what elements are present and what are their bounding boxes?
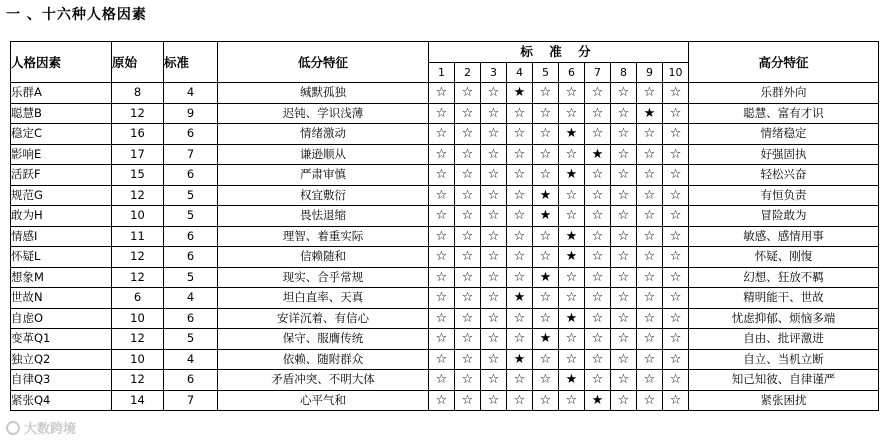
- empty-star-icon: ☆: [637, 349, 663, 370]
- empty-star-icon: ☆: [455, 185, 481, 206]
- scale-number: 8: [611, 62, 637, 83]
- empty-star-icon: ☆: [481, 144, 507, 165]
- low-trait-cell: 矛盾冲突、不明大体: [218, 370, 429, 391]
- empty-star-icon: ☆: [533, 370, 559, 391]
- low-trait-cell: 依赖、随附群众: [218, 349, 429, 370]
- empty-star-icon: ☆: [663, 165, 689, 186]
- factor-cell: 自虑O: [11, 308, 112, 329]
- standard-score-cell: 6: [164, 226, 218, 247]
- empty-star-icon: ☆: [585, 288, 611, 309]
- low-trait-cell: 严肃审慎: [218, 165, 429, 186]
- empty-star-icon: ☆: [585, 247, 611, 268]
- empty-star-icon: ☆: [637, 370, 663, 391]
- factor-cell: 自律Q3: [11, 370, 112, 391]
- empty-star-icon: ☆: [559, 288, 585, 309]
- high-trait-cell: 情绪稳定: [689, 124, 879, 145]
- empty-star-icon: ☆: [507, 124, 533, 145]
- empty-star-icon: ☆: [429, 206, 455, 227]
- empty-star-icon: ☆: [429, 308, 455, 329]
- high-trait-cell: 冒险敢为: [689, 206, 879, 227]
- low-trait-cell: 现实、合乎常规: [218, 267, 429, 288]
- watermark-logo-icon: [6, 421, 20, 435]
- table-row: [11, 124, 879, 145]
- empty-star-icon: ☆: [611, 185, 637, 206]
- standard-score-cell: 6: [164, 308, 218, 329]
- low-trait-cell: 权宜敷衍: [218, 185, 429, 206]
- table-row: [11, 165, 879, 186]
- watermark: [6, 418, 76, 437]
- filled-star-icon: ★: [533, 267, 559, 288]
- factor-cell: 规范G: [11, 185, 112, 206]
- empty-star-icon: ☆: [507, 144, 533, 165]
- empty-star-icon: ☆: [585, 103, 611, 124]
- header-raw-score: 原始: [112, 42, 164, 83]
- factor-cell: 世故N: [11, 288, 112, 309]
- empty-star-icon: ☆: [429, 267, 455, 288]
- standard-score-cell: 5: [164, 206, 218, 227]
- personality-factor-table: [10, 41, 879, 411]
- raw-score-cell: 12: [112, 185, 164, 206]
- scale-number: 3: [481, 62, 507, 83]
- empty-star-icon: ☆: [637, 308, 663, 329]
- standard-score-cell: 7: [164, 390, 218, 411]
- empty-star-icon: ☆: [507, 185, 533, 206]
- empty-star-icon: ☆: [611, 349, 637, 370]
- factor-cell: 独立Q2: [11, 349, 112, 370]
- filled-star-icon: ★: [559, 247, 585, 268]
- empty-star-icon: ☆: [663, 288, 689, 309]
- low-trait-cell: 坦白直率、天真: [218, 288, 429, 309]
- raw-score-cell: 12: [112, 103, 164, 124]
- empty-star-icon: ☆: [481, 308, 507, 329]
- empty-star-icon: ☆: [507, 165, 533, 186]
- empty-star-icon: ☆: [429, 165, 455, 186]
- filled-star-icon: ★: [533, 329, 559, 350]
- low-trait-cell: 信赖随和: [218, 247, 429, 268]
- table-row: [11, 308, 879, 329]
- raw-score-cell: 11: [112, 226, 164, 247]
- high-trait-cell: 怀疑、刚愎: [689, 247, 879, 268]
- empty-star-icon: ☆: [455, 83, 481, 104]
- standard-score-cell: 4: [164, 83, 218, 104]
- raw-score-cell: 16: [112, 124, 164, 145]
- empty-star-icon: ☆: [611, 165, 637, 186]
- empty-star-icon: ☆: [533, 226, 559, 247]
- empty-star-icon: ☆: [429, 390, 455, 411]
- standard-score-cell: 5: [164, 267, 218, 288]
- section-heading: 一 、十六种人格因素: [6, 7, 147, 23]
- raw-score-cell: 10: [112, 308, 164, 329]
- low-trait-cell: 情绪激动: [218, 124, 429, 145]
- high-trait-cell: 聪慧、富有才识: [689, 103, 879, 124]
- empty-star-icon: ☆: [481, 124, 507, 145]
- empty-star-icon: ☆: [663, 83, 689, 104]
- empty-star-icon: ☆: [637, 206, 663, 227]
- empty-star-icon: ☆: [429, 83, 455, 104]
- scale-number: 1: [429, 62, 455, 83]
- raw-score-cell: 15: [112, 165, 164, 186]
- empty-star-icon: ☆: [533, 83, 559, 104]
- filled-star-icon: ★: [507, 349, 533, 370]
- empty-star-icon: ☆: [611, 267, 637, 288]
- high-trait-cell: 乐群外向: [689, 83, 879, 104]
- empty-star-icon: ☆: [481, 165, 507, 186]
- empty-star-icon: ☆: [637, 144, 663, 165]
- raw-score-cell: 17: [112, 144, 164, 165]
- factor-cell: 敢为H: [11, 206, 112, 227]
- empty-star-icon: ☆: [533, 124, 559, 145]
- empty-star-icon: ☆: [455, 267, 481, 288]
- low-trait-cell: 心平气和: [218, 390, 429, 411]
- factor-cell: 想象M: [11, 267, 112, 288]
- low-trait-cell: 安详沉着、有信心: [218, 308, 429, 329]
- empty-star-icon: ☆: [663, 329, 689, 350]
- empty-star-icon: ☆: [507, 390, 533, 411]
- scale-number: 5: [533, 62, 559, 83]
- factor-cell: 乐群A: [11, 83, 112, 104]
- empty-star-icon: ☆: [481, 349, 507, 370]
- empty-star-icon: ☆: [429, 185, 455, 206]
- empty-star-icon: ☆: [585, 226, 611, 247]
- high-trait-cell: 忧虑抑郁、烦恼多端: [689, 308, 879, 329]
- table-row: [11, 226, 879, 247]
- watermark-text: 大数跨境: [24, 422, 77, 437]
- factor-cell: 聪慧B: [11, 103, 112, 124]
- empty-star-icon: ☆: [559, 103, 585, 124]
- empty-star-icon: ☆: [429, 288, 455, 309]
- empty-star-icon: ☆: [455, 390, 481, 411]
- empty-star-icon: ☆: [663, 247, 689, 268]
- table-row: [11, 247, 879, 268]
- header-standard-scale: 标 准 分: [429, 42, 689, 63]
- empty-star-icon: ☆: [507, 103, 533, 124]
- empty-star-icon: ☆: [663, 226, 689, 247]
- empty-star-icon: ☆: [663, 349, 689, 370]
- empty-star-icon: ☆: [533, 144, 559, 165]
- empty-star-icon: ☆: [611, 329, 637, 350]
- standard-score-cell: 9: [164, 103, 218, 124]
- empty-star-icon: ☆: [559, 83, 585, 104]
- filled-star-icon: ★: [559, 124, 585, 145]
- empty-star-icon: ☆: [481, 226, 507, 247]
- high-trait-cell: 自由、批评激进: [689, 329, 879, 350]
- empty-star-icon: ☆: [637, 247, 663, 268]
- low-trait-cell: 理智、着重实际: [218, 226, 429, 247]
- high-trait-cell: 幻想、狂放不羁: [689, 267, 879, 288]
- table-body: [11, 83, 879, 411]
- high-trait-cell: 精明能干、世故: [689, 288, 879, 309]
- high-trait-cell: 轻松兴奋: [689, 165, 879, 186]
- empty-star-icon: ☆: [533, 103, 559, 124]
- factor-cell: 怀疑L: [11, 247, 112, 268]
- empty-star-icon: ☆: [533, 308, 559, 329]
- raw-score-cell: 12: [112, 329, 164, 350]
- raw-score-cell: 12: [112, 247, 164, 268]
- filled-star-icon: ★: [507, 288, 533, 309]
- empty-star-icon: ☆: [585, 349, 611, 370]
- empty-star-icon: ☆: [481, 390, 507, 411]
- table-row: [11, 349, 879, 370]
- filled-star-icon: ★: [585, 390, 611, 411]
- low-trait-cell: 谦逊顺从: [218, 144, 429, 165]
- empty-star-icon: ☆: [663, 185, 689, 206]
- empty-star-icon: ☆: [559, 267, 585, 288]
- empty-star-icon: ☆: [507, 267, 533, 288]
- empty-star-icon: ☆: [481, 267, 507, 288]
- empty-star-icon: ☆: [507, 247, 533, 268]
- empty-star-icon: ☆: [559, 390, 585, 411]
- high-trait-cell: 有恒负责: [689, 185, 879, 206]
- empty-star-icon: ☆: [429, 103, 455, 124]
- empty-star-icon: ☆: [611, 124, 637, 145]
- factor-cell: 变革Q1: [11, 329, 112, 350]
- empty-star-icon: ☆: [533, 349, 559, 370]
- raw-score-cell: 10: [112, 206, 164, 227]
- empty-star-icon: ☆: [559, 206, 585, 227]
- low-trait-cell: 保守、服膺传统: [218, 329, 429, 350]
- table-row: [11, 267, 879, 288]
- empty-star-icon: ☆: [611, 308, 637, 329]
- low-trait-cell: 迟钝、学识浅薄: [218, 103, 429, 124]
- raw-score-cell: 10: [112, 349, 164, 370]
- empty-star-icon: ☆: [637, 329, 663, 350]
- empty-star-icon: ☆: [559, 349, 585, 370]
- empty-star-icon: ☆: [585, 370, 611, 391]
- scale-number: 7: [585, 62, 611, 83]
- empty-star-icon: ☆: [663, 267, 689, 288]
- empty-star-icon: ☆: [637, 83, 663, 104]
- scale-number: 4: [507, 62, 533, 83]
- empty-star-icon: ☆: [507, 370, 533, 391]
- empty-star-icon: ☆: [455, 329, 481, 350]
- empty-star-icon: ☆: [455, 124, 481, 145]
- high-trait-cell: 好强固执: [689, 144, 879, 165]
- standard-score-cell: 5: [164, 185, 218, 206]
- empty-star-icon: ☆: [429, 247, 455, 268]
- factor-cell: 紧张Q4: [11, 390, 112, 411]
- empty-star-icon: ☆: [585, 267, 611, 288]
- empty-star-icon: ☆: [559, 144, 585, 165]
- empty-star-icon: ☆: [455, 206, 481, 227]
- empty-star-icon: ☆: [455, 103, 481, 124]
- empty-star-icon: ☆: [637, 288, 663, 309]
- high-trait-cell: 紧张困扰: [689, 390, 879, 411]
- empty-star-icon: ☆: [481, 247, 507, 268]
- empty-star-icon: ☆: [533, 390, 559, 411]
- empty-star-icon: ☆: [611, 288, 637, 309]
- header-standard-score: 标准: [164, 42, 218, 83]
- table-row: [11, 185, 879, 206]
- empty-star-icon: ☆: [533, 288, 559, 309]
- empty-star-icon: ☆: [585, 165, 611, 186]
- empty-star-icon: ☆: [455, 165, 481, 186]
- standard-score-cell: 7: [164, 144, 218, 165]
- empty-star-icon: ☆: [481, 83, 507, 104]
- table-row: [11, 206, 879, 227]
- empty-star-icon: ☆: [585, 124, 611, 145]
- empty-star-icon: ☆: [481, 206, 507, 227]
- empty-star-icon: ☆: [429, 226, 455, 247]
- factor-cell: 稳定C: [11, 124, 112, 145]
- filled-star-icon: ★: [559, 226, 585, 247]
- empty-star-icon: ☆: [481, 185, 507, 206]
- empty-star-icon: ☆: [455, 247, 481, 268]
- table-row: [11, 370, 879, 391]
- empty-star-icon: ☆: [585, 329, 611, 350]
- empty-star-icon: ☆: [429, 144, 455, 165]
- standard-score-cell: 6: [164, 165, 218, 186]
- empty-star-icon: ☆: [663, 144, 689, 165]
- scale-number: 10: [663, 62, 689, 83]
- factor-cell: 情感I: [11, 226, 112, 247]
- filled-star-icon: ★: [507, 83, 533, 104]
- empty-star-icon: ☆: [559, 185, 585, 206]
- empty-star-icon: ☆: [637, 124, 663, 145]
- standard-score-cell: 5: [164, 329, 218, 350]
- empty-star-icon: ☆: [507, 206, 533, 227]
- empty-star-icon: ☆: [611, 83, 637, 104]
- table-row: [11, 329, 879, 350]
- empty-star-icon: ☆: [637, 165, 663, 186]
- high-trait-cell: 知己知彼、自律谨严: [689, 370, 879, 391]
- factor-cell: 活跃F: [11, 165, 112, 186]
- raw-score-cell: 12: [112, 370, 164, 391]
- filled-star-icon: ★: [585, 144, 611, 165]
- standard-score-cell: 6: [164, 247, 218, 268]
- raw-score-cell: 14: [112, 390, 164, 411]
- empty-star-icon: ☆: [429, 349, 455, 370]
- standard-score-cell: 4: [164, 288, 218, 309]
- empty-star-icon: ☆: [611, 144, 637, 165]
- raw-score-cell: 8: [112, 83, 164, 104]
- filled-star-icon: ★: [533, 185, 559, 206]
- empty-star-icon: ☆: [663, 370, 689, 391]
- empty-star-icon: ☆: [429, 329, 455, 350]
- empty-star-icon: ☆: [481, 329, 507, 350]
- empty-star-icon: ☆: [455, 308, 481, 329]
- empty-star-icon: ☆: [663, 206, 689, 227]
- standard-score-cell: 6: [164, 124, 218, 145]
- empty-star-icon: ☆: [611, 226, 637, 247]
- raw-score-cell: 6: [112, 288, 164, 309]
- empty-star-icon: ☆: [455, 226, 481, 247]
- high-trait-cell: 敏感、感情用事: [689, 226, 879, 247]
- empty-star-icon: ☆: [585, 185, 611, 206]
- factor-cell: 影响E: [11, 144, 112, 165]
- empty-star-icon: ☆: [481, 103, 507, 124]
- filled-star-icon: ★: [559, 308, 585, 329]
- low-trait-cell: 缄默孤独: [218, 83, 429, 104]
- header-low-traits: 低分特征: [218, 42, 429, 83]
- filled-star-icon: ★: [559, 165, 585, 186]
- empty-star-icon: ☆: [611, 206, 637, 227]
- empty-star-icon: ☆: [611, 370, 637, 391]
- empty-star-icon: ☆: [507, 226, 533, 247]
- high-trait-cell: 自立、当机立断: [689, 349, 879, 370]
- table-row: [11, 390, 879, 411]
- empty-star-icon: ☆: [585, 308, 611, 329]
- filled-star-icon: ★: [559, 370, 585, 391]
- empty-star-icon: ☆: [559, 329, 585, 350]
- table-row: [11, 288, 879, 309]
- empty-star-icon: ☆: [663, 124, 689, 145]
- empty-star-icon: ☆: [533, 247, 559, 268]
- low-trait-cell: 畏怯退缩: [218, 206, 429, 227]
- standard-score-cell: 6: [164, 370, 218, 391]
- raw-score-cell: 12: [112, 267, 164, 288]
- empty-star-icon: ☆: [663, 308, 689, 329]
- empty-star-icon: ☆: [637, 267, 663, 288]
- header-factor: 人格因素: [11, 42, 112, 83]
- empty-star-icon: ☆: [533, 165, 559, 186]
- empty-star-icon: ☆: [455, 288, 481, 309]
- empty-star-icon: ☆: [455, 144, 481, 165]
- empty-star-icon: ☆: [637, 185, 663, 206]
- empty-star-icon: ☆: [481, 288, 507, 309]
- standard-score-cell: 4: [164, 349, 218, 370]
- table-row: [11, 83, 879, 104]
- empty-star-icon: ☆: [507, 329, 533, 350]
- empty-star-icon: ☆: [585, 83, 611, 104]
- empty-star-icon: ☆: [507, 308, 533, 329]
- empty-star-icon: ☆: [637, 390, 663, 411]
- empty-star-icon: ☆: [611, 390, 637, 411]
- table-row: [11, 144, 879, 165]
- empty-star-icon: ☆: [429, 370, 455, 391]
- empty-star-icon: ☆: [663, 390, 689, 411]
- header-high-traits: 高分特征: [689, 42, 879, 83]
- scale-number: 9: [637, 62, 663, 83]
- empty-star-icon: ☆: [481, 370, 507, 391]
- scale-number: 6: [559, 62, 585, 83]
- empty-star-icon: ☆: [611, 103, 637, 124]
- empty-star-icon: ☆: [611, 247, 637, 268]
- empty-star-icon: ☆: [585, 206, 611, 227]
- table-row: [11, 103, 879, 124]
- empty-star-icon: ☆: [429, 124, 455, 145]
- empty-star-icon: ☆: [637, 226, 663, 247]
- filled-star-icon: ★: [637, 103, 663, 124]
- filled-star-icon: ★: [533, 206, 559, 227]
- scale-number: 2: [455, 62, 481, 83]
- empty-star-icon: ☆: [455, 370, 481, 391]
- empty-star-icon: ☆: [663, 103, 689, 124]
- empty-star-icon: ☆: [455, 349, 481, 370]
